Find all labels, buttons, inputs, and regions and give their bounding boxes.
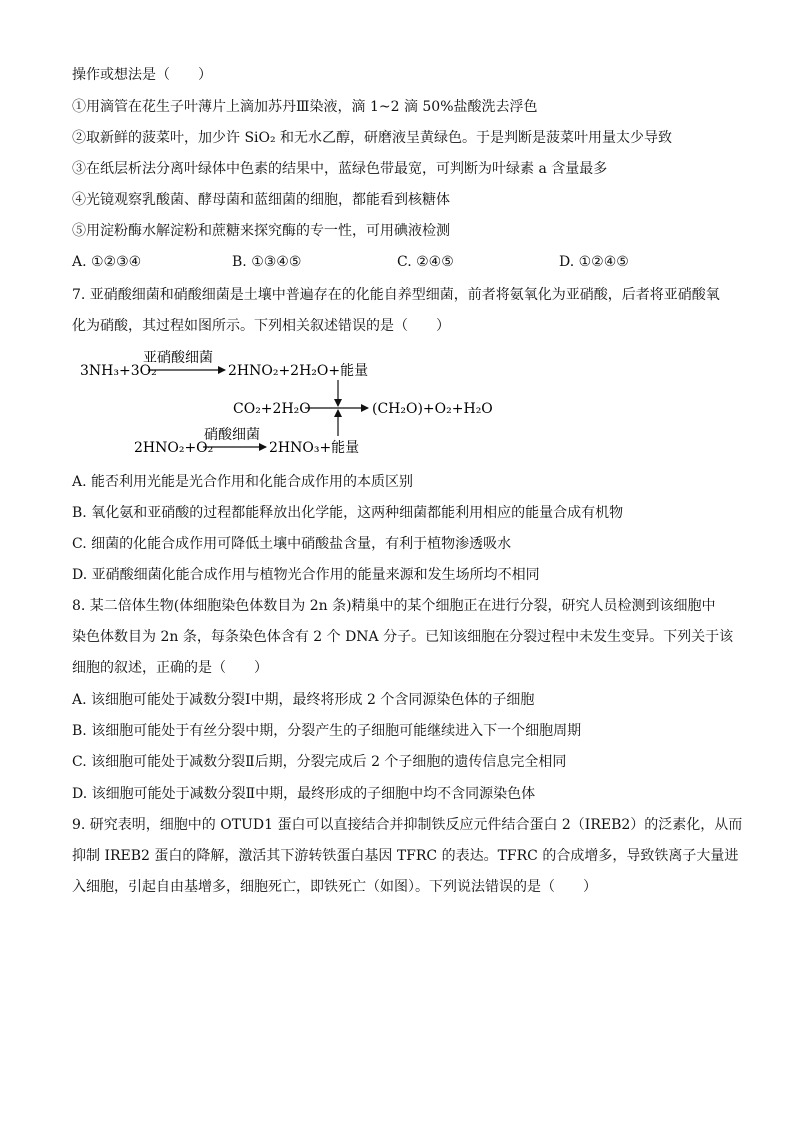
q6-choice-d[interactable]: D. ①②④⑤: [559, 254, 629, 270]
q6-item-2: ②取新鲜的菠菜叶，加少许 SiO₂ 和无水乙醇，研磨液呈黄绿色。于是判断是菠菜叶用量太少导致: [72, 130, 673, 146]
q8-option-d[interactable]: D. 该细胞可能处于减数分裂Ⅱ中期，最终形成的子细胞中均不含同源染色体: [72, 786, 536, 802]
r2-label: 硝酸细菌: [204, 427, 260, 443]
q8-option-a[interactable]: A. 该细胞可能处于减数分裂Ⅰ中期，最终将形成 2 个含同源染色体的子细胞: [72, 692, 535, 708]
q6-item-4: ④光镜观察乳酸菌、酵母菌和蓝细菌的细胞，都能看到核糖体: [72, 192, 450, 208]
q7-option-c[interactable]: C. 细菌的化能合成作用可降低土壤中硝酸盐含量，有利于植物渗透吸水: [72, 536, 512, 552]
q6-stem-tail: 操作或想法是（ ）: [72, 67, 212, 83]
r1-reactant: 3NH₃+3O₂: [80, 363, 157, 379]
q9-stem-line-3: 入细胞，引起自由基增多，细胞死亡，即铁死亡（如图）。下列说法错误的是（ ）: [72, 879, 597, 895]
r2-product: 2HNO₃+能量: [269, 440, 360, 456]
q8-option-b[interactable]: B. 该细胞可能处于有丝分裂中期，分裂产生的子细胞可能继续进入下一个细胞周期: [72, 723, 582, 739]
q9-stem-line-1: 9. 研究表明，细胞中的 OTUD1 蛋白可以直接结合并抑制铁反应元件结合蛋白 2（IREB2）的泛素化，从而: [72, 817, 743, 833]
q6-item-1: ①用滴管在花生子叶薄片上滴加苏丹Ⅲ染液，滴 1~2 滴 50%盐酸洗去浮色: [72, 99, 538, 115]
mid-reactant: CO₂+2H₂O: [233, 401, 311, 417]
q7-stem-line-2: 化为硝酸，其过程如图所示。下列相关叙述错误的是（ ）: [72, 318, 450, 334]
q6-choice-b[interactable]: B. ①③④⑤: [232, 254, 302, 270]
q9-stem-line-2: 抑制 IREB2 蛋白的降解，激活其下游转铁蛋白基因 TFRC 的表达。TFRC 的合成增多，导致铁离子大量进: [72, 848, 739, 864]
mid-product: (CH₂O)+O₂+H₂O: [372, 401, 493, 417]
q7-reaction-diagram: [0, 340, 794, 462]
q7-stem-line-1: 7. 亚硝酸细菌和硝酸细菌是土壤中普遍存在的化能自养型细菌，前者将氨氧化为亚硝酸，后者将亚硝酸氧: [72, 287, 720, 303]
q6-choice-a[interactable]: A. ①②③④: [72, 254, 142, 270]
q8-option-c[interactable]: C. 该细胞可能处于减数分裂Ⅱ后期，分裂完成后 2 个子细胞的遗传信息完全相同: [72, 754, 567, 770]
r1-product: 2HNO₂+2H₂O+能量: [228, 363, 369, 379]
q8-stem-line-2: 染色体数目为 2n 条，每条染色体含有 2 个 DNA 分子。已知该细胞在分裂过程中未发生变异。下列关于该: [72, 629, 734, 645]
q7-option-b[interactable]: B. 氧化氨和亚硝酸的过程都能释放出化学能，这两种细菌都能利用相应的能量合成有机物: [72, 505, 624, 521]
q6-item-5: ⑤用淀粉酶水解淀粉和蔗糖来探究酶的专一性，可用碘液检测: [72, 223, 450, 239]
r2-reactant: 2HNO₂+O₂: [134, 440, 214, 456]
q7-option-d[interactable]: D. 亚硝酸细菌化能合成作用与植物光合作用的能量来源和发生场所均不相同: [72, 567, 540, 583]
q6-item-3: ③在纸层析法分离叶绿体中色素的结果中，蓝绿色带最宽，可判断为叶绿素 a 含量最多: [72, 161, 608, 177]
q8-stem-line-1: 8. 某二倍体生物(体细胞染色体数目为 2n 条)精巢中的某个细胞正在进行分裂，研究人员检测到该细胞中: [72, 598, 716, 614]
q6-choice-c[interactable]: C. ②④⑤: [397, 254, 454, 270]
q7-option-a[interactable]: A. 能否利用光能是光合作用和化能合成作用的本质区别: [72, 474, 414, 490]
r1-label: 亚硝酸细菌: [143, 350, 213, 366]
q8-stem-line-3: 细胞的叙述，正确的是（ ）: [72, 660, 268, 676]
q6-choices: [72, 254, 732, 272]
